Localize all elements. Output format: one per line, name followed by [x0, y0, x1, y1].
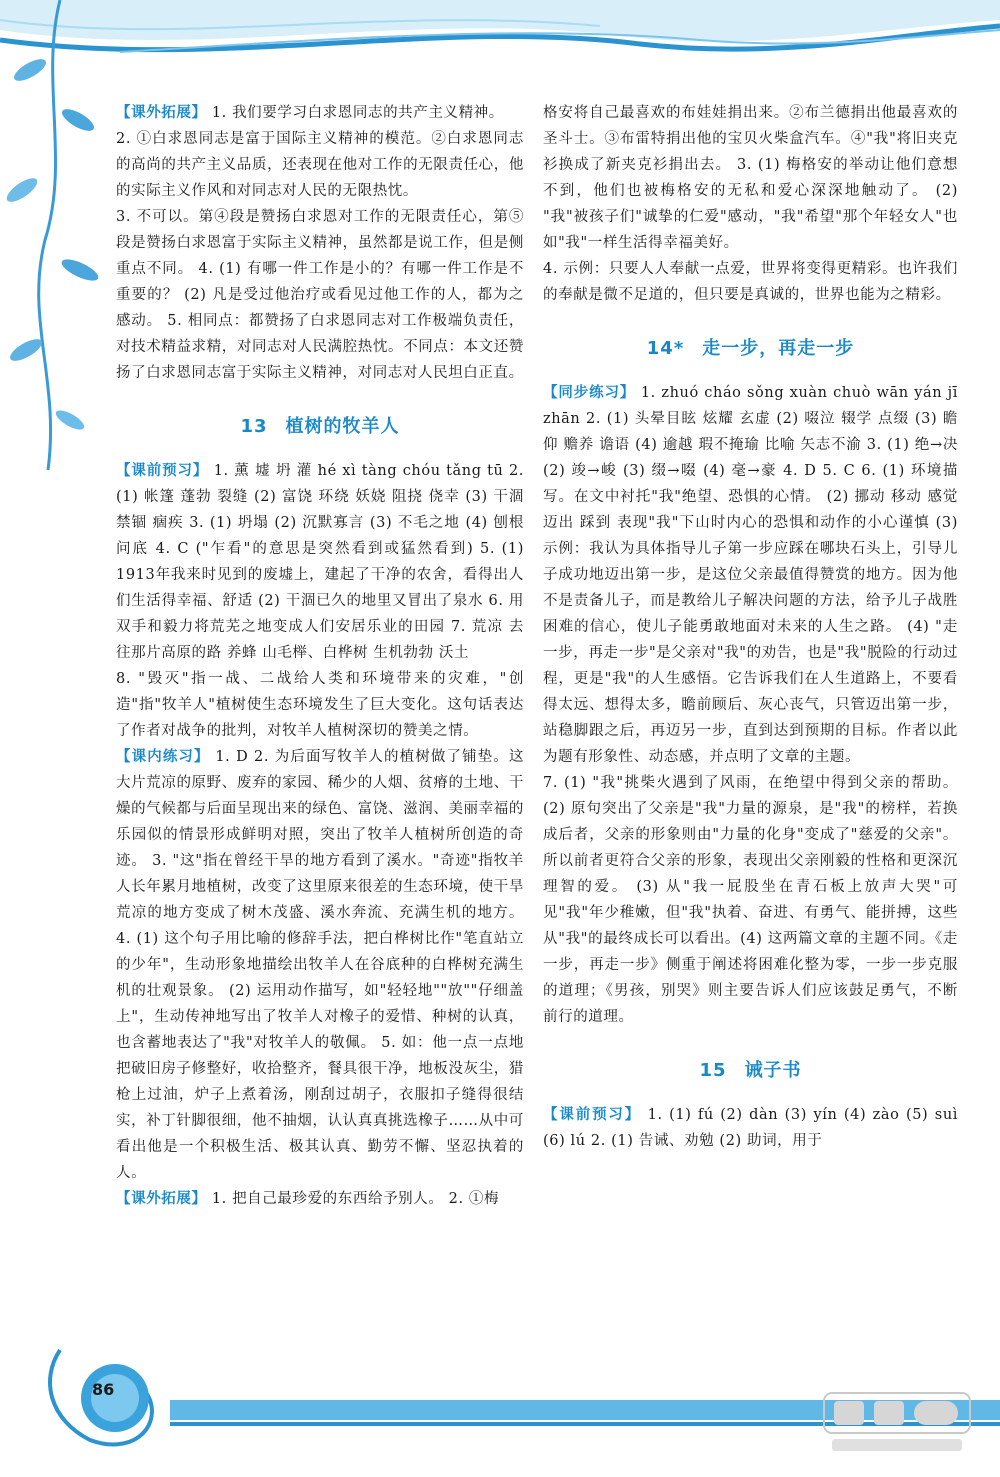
- section-title: 诫子书: [744, 1060, 802, 1081]
- exercise-tag: 【课前预习】: [543, 1106, 642, 1123]
- exercise-tag: 【课外拓展】: [116, 1190, 207, 1207]
- answer-text: 1. zhuó cháo sǒng xuàn chuò wān yán jī zhān 2. (1) 头晕目眩 炫耀 玄虚 (2) 啜泣 辍学 点缀 (3) 瞻仰 赡养 谵语 (4) 逾越 瑕不掩瑜 比喻 矢志不渝 3. (1) 绝→决 (2) 竣→峻 (3) 缀→啜 (4) 毫→豪 4. D 5. C 6. (1) 环境描写。在文中衬托"我"绝望、恐惧的心情。 (2) 挪动 移动 感觉 迈出 踩到 表现"我"下山时内心的恐惧和动作的小心谨慎 (3) 示例：我认为具体指导儿子第一步应踩在哪块石头上，引导儿子成功地迈出第一步，是这位父亲最值得赞赏的地方。因为他不是责备儿子，而是教给儿子解决问题的方法，给予儿子战胜困难的信心，使儿子能勇敢地面对未来的人生之路。 (4) "走一步，再走一步"是父亲对"我"的劝告，也是"我"脱险的行动过程，更是"我"的人生感悟。它告诉我们在人生道路上，不要看得太远、想得太多，瞻前顾后、灰心丧气，只管迈出第一步，站稳脚跟之后，再迈另一步，直到达到预期的目标。作者以此为题有形象性、动态感，并点明了文章的主题。 7. (1) "我"挑柴火遇到了风雨，在绝望中得到父亲的帮助。(2) 原句突出了父亲是"我"力量的源泉，是"我"的榜样，若换成后者，父亲的形象则由"力量的化身"变成了"慈爱的父亲"。所以前者更符合父亲的形象，表现出父亲刚毅的性格和更深沉理智的爱。 (3) 从"我一屁股坐在青石板上放声大哭"可见"我"年少稚嫩，但"我"执着、奋进、有勇气、能拼搏，这些从"我"的最终成长可以看出。(4) 这两篇文章的主题不同。《走一步，再走一步》侧重于阐述将困难化整为零，一步一步克服的道理；《男孩，别哭》则主要告诉人们应该鼓足勇气，不断前行的道理。: [543, 385, 958, 1025]
- exercise-tag: 【课外拓展】: [116, 104, 207, 121]
- answer-paragraph: [543, 100, 958, 308]
- section-number: 15: [699, 1060, 727, 1081]
- answer-text: 1. D 2. 为后面写牧羊人的植树做了铺垫。这大片荒凉的原野、废弃的家园、稀少的人烟、贫瘠的土地、干燥的气候都与后面呈现出来的绿色、富饶、滋润、美丽幸福的乐园似的情景形成鲜明对照，突出了牧羊人植树所创造的奇迹。 3. "这"指在曾经干旱的地方看到了溪水。"奇迹"指牧羊人长年累月地植树，改变了这里原来很差的生态环境，使干旱荒凉的地方变成了树木茂盛、溪水奔流、充满生机的地方。 4. (1) 这个句子用比喻的修辞手法，把白桦树比作"笔直站立的少年"，生动形象地描绘出牧羊人在谷底种的白桦树充满生机的壮观景象。 (2) 运用动作描写，如"轻轻地""放""仔细盖上"，生动传神地写出了牧羊人对橡子的爱惜、种树的认真，也含蓄地表达了"我"对牧羊人的敬佩。 5. 如：他一点一点地把破旧房子修整好，收拾整齐，餐具很干净，地板没灰尘，猎枪上过油，炉子上煮着汤，刚刮过胡子，衣服扣子缝得很结实，补丁针脚很细，他不抽烟，认认真真挑选橡子……从中可看出他是一个积极生活、极其认真、勤劳不懈、坚忍执着的人。: [116, 749, 524, 1181]
- answer-paragraph: [543, 1102, 958, 1154]
- exercise-tag: 【同步练习】: [543, 384, 636, 401]
- exercise-tag: 【课内练习】: [116, 748, 210, 765]
- right-column: [543, 100, 958, 1154]
- section-number: 14*: [646, 338, 685, 359]
- section-number: 13: [240, 416, 268, 437]
- vine-decoration: [0, 0, 110, 470]
- section-heading: [543, 336, 958, 362]
- left-column: [116, 100, 524, 1212]
- answer-paragraph: [116, 100, 524, 386]
- exercise-tag: 【课前预习】: [116, 462, 209, 479]
- page-number: 86: [92, 1380, 115, 1399]
- section-heading: [116, 414, 524, 440]
- answer-text: 1. (1) fú (2) dàn (3) yín (4) zào (5) suì (6) lú 2. (1) 告诫、劝勉 (2) 助词，用于: [543, 1107, 958, 1149]
- answer-text: 1. 把自己最珍爱的东西给予别人。 2. ①梅: [211, 1191, 500, 1207]
- header-wave-decoration: [0, 0, 1000, 110]
- section-title: 植树的牧羊人: [285, 416, 400, 437]
- answer-paragraph: [116, 1186, 524, 1212]
- answer-text: 1. 薰 墟 坍 灌 hé xì tàng chóu tǎng tū 2. (1) 帐篷 蓬勃 裂缝 (2) 富饶 环绕 妖娆 阻挠 侥幸 (3) 干涸 禁锢 痼疾 3. (1) 坍塌 (2) 沉默寡言 (3) 不毛之地 (4) 刨根问底 4. C ("乍看"的意思是突然看到或猛然看到) 5. (1) 1913年我来时见到的废墟上，建起了干净的农舍，看得出人们生活得幸福、舒适 (2) 干涸已久的地里又冒出了泉水 6. 用双手和毅力将荒芜之地变成人们安居乐业的田园 7. 荒凉 去往那片高原的路 养蜂 山毛榉、白桦树 生机勃勃 沃土 8. "毁灭"指一战、二战给人类和环境带来的灾难，"创造"指"牧羊人"植树使生态环境发生了巨大变化。这句话表达了作者对战争的批判，对牧羊人植树深切的赞美之情。: [116, 463, 524, 739]
- answer-text: 格安将自己最喜欢的布娃娃捐出来。②布兰德捐出他最喜欢的圣斗士。③布雷特捐出他的宝贝火柴盒汽车。④"我"将旧夹克衫换成了新夹克衫捐出去。 3. (1) 梅格安的举动让他们意想不到，他们也被梅格安的无私和爱心深深地触动了。 (2) "我"被孩子们"诚挚的仁爱"感动，"我"希望"那个年轻女人"也如"我"一样生活得幸福美好。 4. 示例：只要人人奉献一点爱，世界将变得更精彩。也许我们的奉献是微不足道的，但只要是真诚的，世界也能为之精彩。: [543, 105, 958, 303]
- answer-paragraph: [116, 744, 524, 1186]
- watermark-logo: [822, 1391, 972, 1455]
- answer-paragraph: [116, 458, 524, 744]
- answer-paragraph: [543, 380, 958, 1030]
- section-heading: [543, 1058, 958, 1084]
- answer-text: 1. 我们要学习白求恩同志的共产主义精神。 2. ①白求恩同志是富于国际主义精神的模范。②白求恩同志的高尚的共产主义品质，还表现在他对工作的无限责任心，他的实际主义作风和对同志对人民的无限热忱。 3. 不可以。第④段是赞扬白求恩对工作的无限责任心，第⑤段是赞扬白求恩富于实际主义精神，虽然都是说工作，但是侧重点不同。 4. (1) 有哪一件工作是小的？有哪一件工作是不重要的？ (2) 凡是受过他治疗或看见过他工作的人，都为之感动。 5. 相同点：都赞扬了白求恩同志对工作极端负责任，对技术精益求精，对同志对人民满腔热忱。不同点：本文还赞扬了白求恩同志富于实际主义精神，对同志对人民坦白正直。: [116, 105, 524, 381]
- section-title: 走一步，再走一步: [702, 338, 855, 359]
